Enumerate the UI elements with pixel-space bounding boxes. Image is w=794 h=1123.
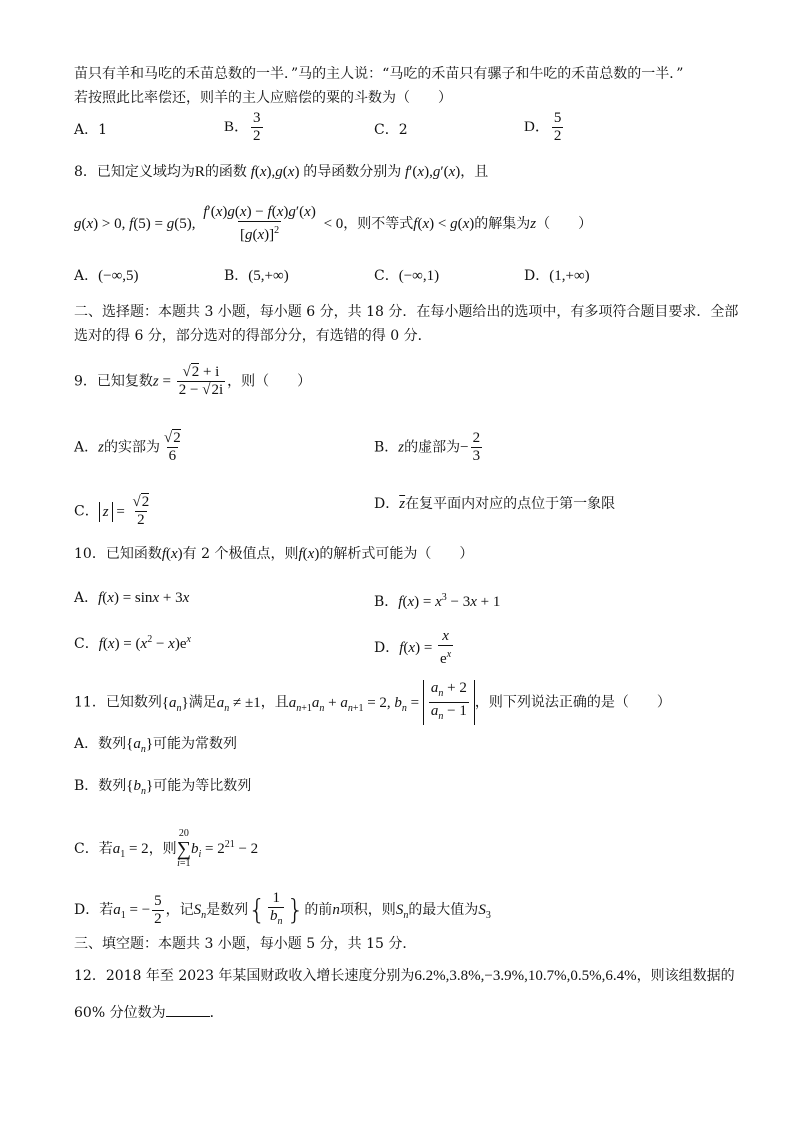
q11-option-b: B．数列$\{b_n\}$可能为等比数列 — [74, 778, 252, 797]
q8-a-value: (−∞,5) — [98, 268, 139, 284]
q8-c-value: (−∞,1) — [398, 268, 440, 284]
q11-sum: 20 ∑ i=1 — [176, 828, 191, 869]
frac-den: 2 — [553, 128, 562, 144]
q11-option-c: C．若$a_1 = 2$，则 20 ∑ i=1 $b_i = 2^{21} - 2$ — [74, 828, 259, 869]
q11-d-mid2: 是数列 — [206, 902, 249, 918]
q11-d-mid4: 项积，则 — [339, 902, 396, 918]
q12-line2-a: 60% 分位数为 — [74, 1005, 166, 1021]
q10-b-label: B． — [374, 594, 399, 610]
q10-option-a: A．f(x) = sinx + 3x — [74, 590, 190, 606]
q10-suffix: 的解析式可能为（ ） — [319, 546, 474, 562]
q9-option-b: B．z的虚部为− $\frac{2}{3}$ — [374, 430, 481, 464]
q8-end1: ，且 — [460, 164, 489, 180]
q10-d-label: D． — [374, 640, 400, 656]
q9-suffix: ，则（ ） — [227, 373, 312, 390]
q7-option-d — [524, 110, 565, 145]
q8-stem-line2: g(x) > 0, f(5) = g(5), $\frac{f'(x)g(x) - f(x)g'(x)}{[g(x)]^2}$ < 0，则不等式f(x) < g(x)的解集为z（ ） — [74, 204, 593, 243]
q12-line2 — [74, 1002, 224, 1023]
q11-b-tail: 可能为等比数列 — [153, 778, 252, 794]
q11-d-frac: $\frac{5}{2}$ — [154, 892, 162, 927]
q7-line2: 若按照此比率偿还，则羊的主人应赔偿的粟的斗数为（ ） — [74, 90, 452, 106]
q12-line2-b: ． — [209, 1005, 224, 1021]
q7-option-b — [224, 110, 265, 145]
q8-tail2: 的解集为 — [474, 216, 531, 232]
q10-option-b: B．$f(x) = x^3 - 3x + 1$ — [374, 592, 501, 610]
frac-den: 2 — [253, 128, 261, 144]
q10-c-label: C． — [74, 636, 99, 652]
q10-option-d: D．f(x) = $\frac{x}{e^x}$ — [374, 628, 452, 667]
q11-mid1: 满足 — [188, 694, 217, 711]
q10-mid: 有 2 个极值点，则 — [182, 546, 299, 562]
q11-d-mid5: 的最大值为 — [408, 902, 479, 918]
frac-num: 3 — [253, 110, 261, 126]
q9-prefix: 9．已知复数 — [74, 373, 153, 390]
q8-option-b — [224, 266, 289, 286]
q10-stem: 10．已知函数f(x)有 2 个极值点，则f(x)的解析式可能为（ ） — [74, 546, 474, 562]
q7-option-d-label: D． — [524, 118, 550, 135]
q8-b-value: (5,+∞) — [248, 268, 289, 284]
q11-a-label: A．数列 — [74, 736, 127, 752]
q9-d-label: D． — [374, 496, 400, 512]
q9-option-d: D．$\overline{z}$在复平面内对应的点位于第一象限 — [374, 496, 616, 512]
q10-d-frac: $\frac{x}{e^x}$ — [440, 628, 452, 667]
q11-mid2: ，且 — [260, 694, 289, 711]
q8-option-a — [74, 266, 139, 286]
q9-stem: 9．已知复数z = $\frac{√2 + i}{2 - √2i}$ ，则（ ） — [74, 364, 312, 398]
q9-a-label: A． — [74, 439, 99, 456]
q9-c-label: C． — [74, 503, 99, 520]
q9-d-text: 在复平面内对应的点位于第一象限 — [405, 496, 616, 512]
q10-prefix: 10．已知函数 — [74, 546, 162, 562]
q7-option-b-frac — [251, 110, 263, 145]
q11-c-mid: ，则 — [148, 841, 177, 857]
frac-num: 5 — [553, 110, 562, 126]
q11-d-mid1: ，记 — [165, 902, 194, 918]
q9-b-frac: $\frac{2}{3}$ — [472, 430, 481, 464]
q7-line1: 苗只有羊和马吃的禾苗总数的一半．”马的主人说：“马吃的禾苗只有骡子和牛吃的禾苗总数的一半．” — [74, 66, 684, 82]
q7-option-a: A．1 — [74, 122, 108, 138]
q11-a-tail: 可能为常数列 — [153, 736, 238, 752]
q8-option-d — [524, 266, 590, 286]
q11-d-label: D．若 — [74, 902, 114, 918]
q11-option-d: D．若$a_1$ = − $\frac{5}{2}$ ，记$S_n$是数列{ $\frac{1}{b_n}$ }的前n项积，则$S_n$的最大值为$S_3$ — [74, 890, 491, 930]
q8-c-label: C． — [374, 268, 399, 284]
q11-option-a: A．数列$\{a_n\}$可能为常数列 — [74, 736, 238, 755]
q11-c-label: C．若 — [74, 841, 113, 857]
q8-d-value: (1,+∞) — [549, 268, 590, 284]
answer-blank[interactable] — [166, 1002, 210, 1017]
q11-b-label: B．数列 — [74, 778, 127, 794]
q11-d-mid3: 的前 — [304, 902, 333, 918]
q8-prefix: 8．已知定义域均为 — [74, 164, 195, 180]
q11-prefix: 11．已知数列 — [74, 694, 162, 711]
q8-condition-frac: $\frac{f'(x)g(x) - f(x)g'(x)}{[g(x)]^2}$ — [203, 204, 316, 243]
q9-b-label: B． — [374, 439, 399, 456]
q8-a-label: A． — [74, 268, 99, 284]
q9-c-frac: $\frac{√2}{2}$ — [132, 494, 150, 528]
q8-b-label: B． — [224, 268, 249, 284]
q8-mid1: 的函数 — [204, 164, 247, 180]
q12-line1 — [74, 966, 735, 986]
q9-option-c: C． z = $\frac{√2}{2}$ — [74, 494, 150, 528]
q12-line1-b: ，则该组数据的 — [636, 968, 735, 984]
q7-option-c: C．2 — [374, 122, 408, 138]
q9-b-text: 的虚部为 — [404, 439, 461, 456]
q9-option-a: A．z的实部为 $\frac{√2}{6}$ — [74, 430, 181, 464]
q12-line1-a: 12．2018 年至 2023 年某国财政收入增长速度分别为 — [74, 968, 415, 984]
q11-stem: 11．已知数列$\{a_n\}$满足$a_n \ne \pm 1$，且$a_{n+1}a_n + a_{n+1} = 2$, $b_n$ = $\frac{a_n + 2}{a_n - 1}$ ，则下列说法正确的是（ ） — [74, 680, 671, 725]
q8-option-c — [374, 266, 439, 286]
q8-cond-tail: ，则不等式 — [343, 216, 414, 232]
section2-heading-line1: 二、选择题：本题共 3 小题，每小题 6 分，共 18 分．在每小题给出的选项中，有多项符合题目要求．全部 — [74, 304, 739, 320]
q11-d-recip: $\frac{1}{b_n}$ — [268, 890, 285, 930]
q10-a-label: A． — [74, 590, 99, 606]
q11-abs: $\frac{a_n + 2}{a_n - 1}$ — [423, 680, 475, 725]
q9-a-text: 的实部为 — [103, 439, 160, 456]
q8-R: R — [194, 164, 205, 180]
q11-suffix: ，则下列说法正确的是（ ） — [474, 694, 671, 711]
q8-d-label: D． — [524, 268, 550, 284]
q9-a-frac: $\frac{√2}{6}$ — [163, 430, 181, 464]
section2-heading-line2: 选对的得 6 分，部分选对的得部分分，有选错的得 0 分． — [74, 328, 432, 344]
q7-option-d-frac — [552, 110, 564, 145]
q7-option-b-label: B． — [224, 118, 250, 135]
q12-values: 6.2%,3.8%,−3.9%,10.7%,0.5%,6.4% — [414, 968, 637, 984]
q9-z-frac: $\frac{√2 + i}{2 - √2i}$ — [178, 364, 224, 398]
q8-tail3: （ ） — [536, 216, 593, 232]
section3-heading: 三、填空题：本题共 3 小题，每小题 5 分，共 15 分． — [74, 936, 417, 952]
q10-option-c: C．$f(x) = (x^2 - x)e^x$ — [74, 634, 191, 652]
q8-mid2: 的导函数分别为 — [303, 164, 402, 180]
q8-stem-line1: 8．已知定义域均为R的函数 f(x),g(x) 的导函数分别为 f′(x),g′(x)，且 — [74, 164, 489, 180]
